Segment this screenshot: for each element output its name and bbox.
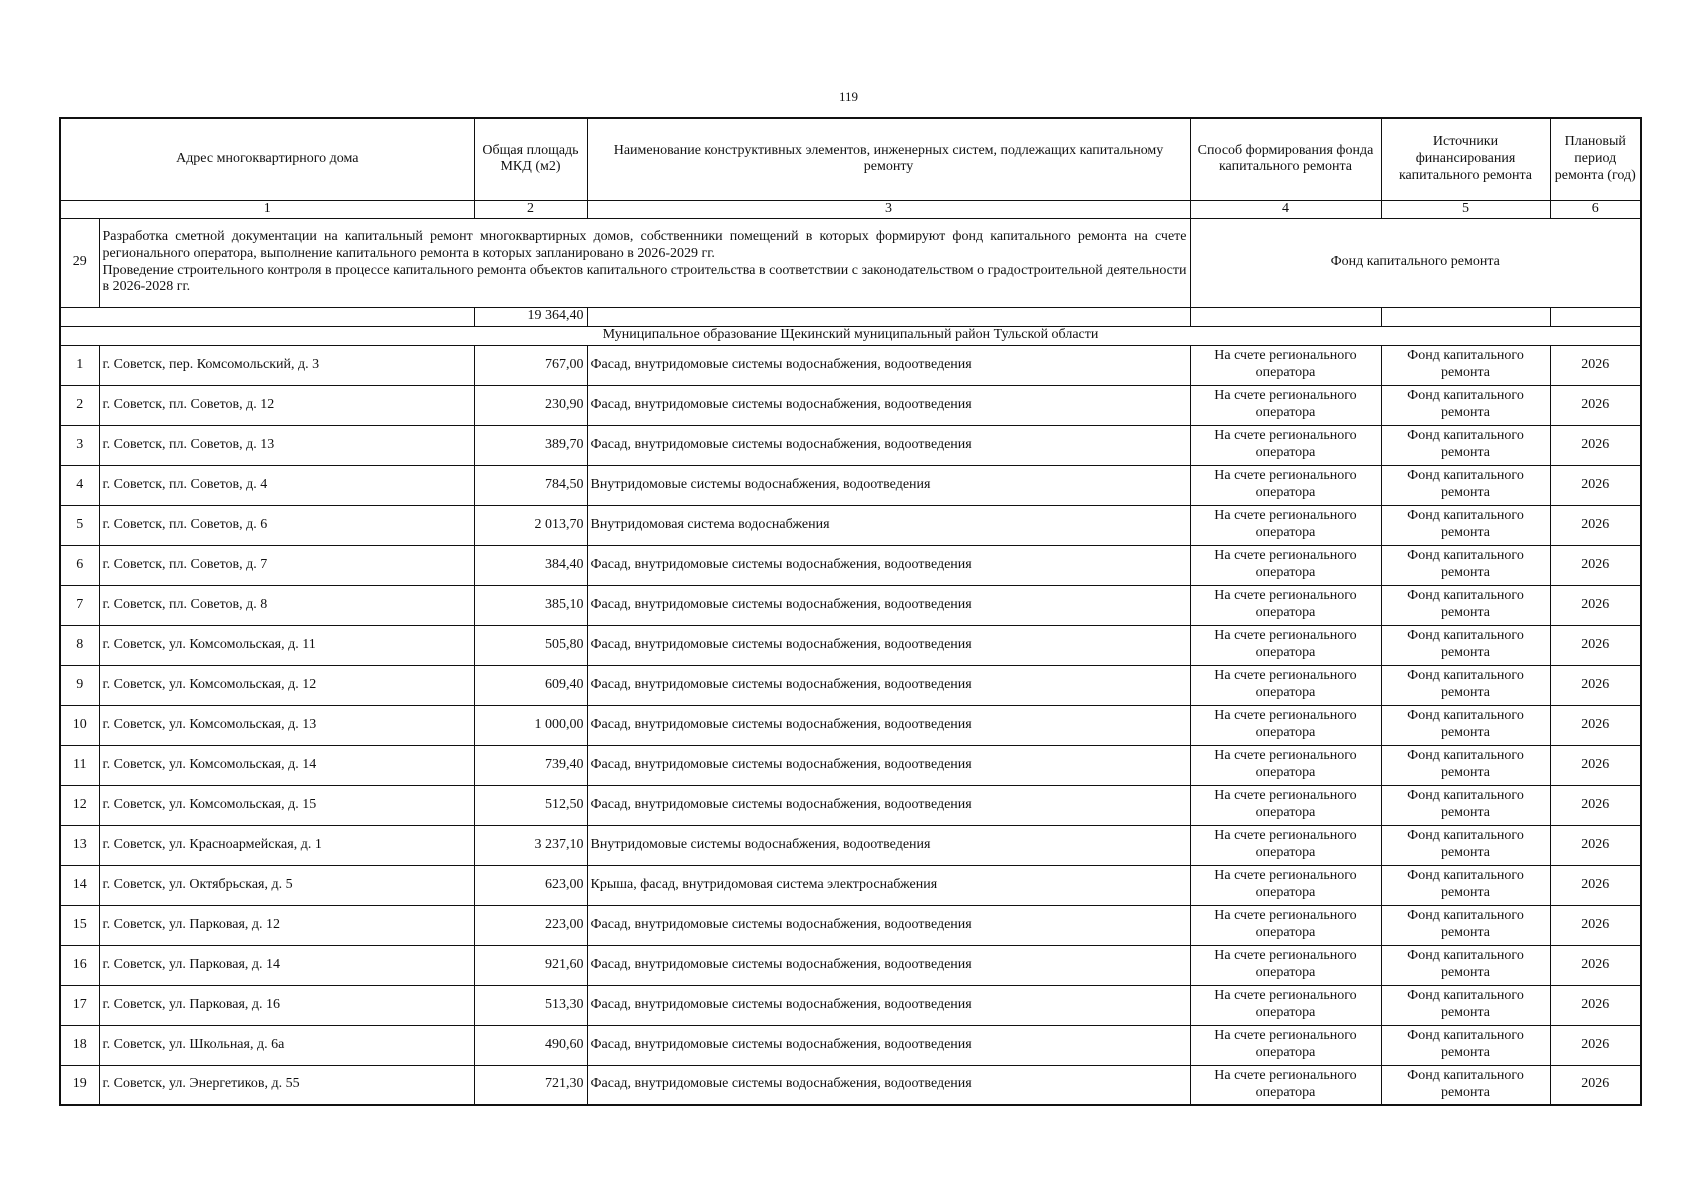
row-source: Фонд капитального ремонта	[1381, 785, 1550, 825]
row-source: Фонд капитального ремонта	[1381, 745, 1550, 785]
row-year: 2026	[1550, 585, 1641, 625]
row-year: 2026	[1550, 625, 1641, 665]
row-number: 17	[60, 985, 99, 1025]
row-address: г. Советск, ул. Парковая, д. 14	[99, 945, 474, 985]
row-method: На счете регионального оператора	[1190, 705, 1381, 745]
column-number: 5	[1381, 200, 1550, 218]
row-elements: Фасад, внутридомовые системы водоснабжения, водоотведения	[587, 585, 1190, 625]
table-row	[60, 345, 1641, 385]
row-method: На счете регионального оператора	[1190, 345, 1381, 385]
header-elements: Наименование конструктивных элементов, инженерных систем, подлежащих капитальному ремонту	[587, 118, 1190, 200]
row-area: 389,70	[474, 425, 587, 465]
row-area: 623,00	[474, 865, 587, 905]
row-address: г. Советск, ул. Комсомольская, д. 13	[99, 705, 474, 745]
row-year: 2026	[1550, 985, 1641, 1025]
row-address: г. Советск, пл. Советов, д. 8	[99, 585, 474, 625]
section-source: Фонд капитального ремонта	[1190, 218, 1641, 307]
section-number: 29	[60, 218, 99, 307]
row-source: Фонд капитального ремонта	[1381, 385, 1550, 425]
row-year: 2026	[1550, 1025, 1641, 1065]
table-row	[60, 905, 1641, 945]
row-year: 2026	[1550, 825, 1641, 865]
table-row	[60, 1065, 1641, 1105]
page-number: 119	[838, 89, 859, 104]
row-elements: Фасад, внутридомовые системы водоснабжения, водоотведения	[587, 545, 1190, 585]
row-elements: Фасад, внутридомовые системы водоснабжения, водоотведения	[587, 945, 1190, 985]
row-elements: Фасад, внутридомовые системы водоснабжения, водоотведения	[587, 665, 1190, 705]
table-row	[60, 825, 1641, 865]
row-year: 2026	[1550, 785, 1641, 825]
row-number: 5	[60, 505, 99, 545]
header-method: Способ формирования фонда капитального ремонта	[1190, 118, 1381, 200]
row-address: г. Советск, ул. Школьная, д. 6а	[99, 1025, 474, 1065]
row-address: г. Советск, пл. Советов, д. 13	[99, 425, 474, 465]
row-method: На счете регионального оператора	[1190, 385, 1381, 425]
row-number: 14	[60, 865, 99, 905]
row-elements: Фасад, внутридомовые системы водоснабжения, водоотведения	[587, 1065, 1190, 1105]
row-elements: Внутридомовая система водоснабжения	[587, 505, 1190, 545]
row-year: 2026	[1550, 745, 1641, 785]
row-source: Фонд капитального ремонта	[1381, 545, 1550, 585]
table-row	[60, 545, 1641, 585]
row-address: г. Советск, ул. Октябрьская, д. 5	[99, 865, 474, 905]
row-number: 19	[60, 1065, 99, 1105]
row-address: г. Советск, ул. Красноармейская, д. 1	[99, 825, 474, 865]
row-source: Фонд капитального ремонта	[1381, 425, 1550, 465]
row-elements: Внутридомовые системы водоснабжения, водоотведения	[587, 825, 1190, 865]
row-area: 512,50	[474, 785, 587, 825]
row-year: 2026	[1550, 705, 1641, 745]
row-address: г. Советск, пер. Комсомольский, д. 3	[99, 345, 474, 385]
row-address: г. Советск, ул. Парковая, д. 12	[99, 905, 474, 945]
row-number: 2	[60, 385, 99, 425]
row-source: Фонд капитального ремонта	[1381, 1065, 1550, 1105]
row-address: г. Советск, ул. Комсомольская, д. 11	[99, 625, 474, 665]
column-number: 6	[1550, 200, 1641, 218]
row-elements: Фасад, внутридомовые системы водоснабжения, водоотведения	[587, 625, 1190, 665]
total-row	[60, 307, 1641, 326]
row-method: На счете регионального оператора	[1190, 505, 1381, 545]
column-number-row	[60, 200, 1641, 218]
row-area: 767,00	[474, 345, 587, 385]
row-address: г. Советск, ул. Парковая, д. 16	[99, 985, 474, 1025]
row-source: Фонд капитального ремонта	[1381, 945, 1550, 985]
row-method: На счете регионального оператора	[1190, 865, 1381, 905]
row-year: 2026	[1550, 1065, 1641, 1105]
row-year: 2026	[1550, 865, 1641, 905]
row-address: г. Советск, пл. Советов, д. 6	[99, 505, 474, 545]
row-elements: Фасад, внутридомовые системы водоснабжения, водоотведения	[587, 785, 1190, 825]
row-source: Фонд капитального ремонта	[1381, 825, 1550, 865]
table-row	[60, 625, 1641, 665]
row-source: Фонд капитального ремонта	[1381, 345, 1550, 385]
row-area: 385,10	[474, 585, 587, 625]
row-method: На счете регионального оператора	[1190, 825, 1381, 865]
row-method: На счете регионального оператора	[1190, 465, 1381, 505]
row-number: 16	[60, 945, 99, 985]
row-source: Фонд капитального ремонта	[1381, 865, 1550, 905]
header-sources: Источники финансирования капитального ремонта	[1381, 118, 1550, 200]
row-elements: Крыша, фасад, внутридомовая система электроснабжения	[587, 865, 1190, 905]
row-year: 2026	[1550, 425, 1641, 465]
row-source: Фонд капитального ремонта	[1381, 905, 1550, 945]
row-elements: Фасад, внутридомовые системы водоснабжения, водоотведения	[587, 705, 1190, 745]
row-elements: Фасад, внутридомовые системы водоснабжения, водоотведения	[587, 345, 1190, 385]
table-row	[60, 505, 1641, 545]
row-number: 8	[60, 625, 99, 665]
row-elements: Фасад, внутридомовые системы водоснабжения, водоотведения	[587, 1025, 1190, 1065]
row-area: 230,90	[474, 385, 587, 425]
row-elements: Фасад, внутридомовые системы водоснабжения, водоотведения	[587, 745, 1190, 785]
row-area: 505,80	[474, 625, 587, 665]
row-area: 609,40	[474, 665, 587, 705]
row-area: 513,30	[474, 985, 587, 1025]
row-address: г. Советск, пл. Советов, д. 12	[99, 385, 474, 425]
row-area: 3 237,10	[474, 825, 587, 865]
row-method: На счете регионального оператора	[1190, 985, 1381, 1025]
table-row	[60, 385, 1641, 425]
header-address: Адрес многоквартирного дома	[60, 118, 474, 200]
row-area: 490,60	[474, 1025, 587, 1065]
row-year: 2026	[1550, 505, 1641, 545]
row-year: 2026	[1550, 665, 1641, 705]
region-title: Муниципальное образование Щекинский муниципальный район Тульской области	[60, 326, 1641, 345]
section-text-1: Разработка сметной документации на капитальный ремонт многоквартирных домов, собственники помещений в которых формируют фонд капитального ремонта на счете регионального оператора, выполнение капитального ремонта в которых запланировано в 2026-2029 гг.	[102, 229, 1187, 261]
row-address: г. Советск, пл. Советов, д. 4	[99, 465, 474, 505]
table-row	[60, 785, 1641, 825]
row-method: На счете регионального оператора	[1190, 545, 1381, 585]
row-source: Фонд капитального ремонта	[1381, 465, 1550, 505]
row-method: На счете регионального оператора	[1190, 945, 1381, 985]
row-method: На счете регионального оператора	[1190, 1065, 1381, 1105]
row-address: г. Советск, ул. Комсомольская, д. 15	[99, 785, 474, 825]
column-number: 4	[1190, 200, 1381, 218]
row-area: 2 013,70	[474, 505, 587, 545]
row-area: 223,00	[474, 905, 587, 945]
row-address: г. Советск, ул. Энергетиков, д. 55	[99, 1065, 474, 1105]
row-source: Фонд капитального ремонта	[1381, 665, 1550, 705]
row-elements: Фасад, внутридомовые системы водоснабжения, водоотведения	[587, 905, 1190, 945]
section-text-2: Проведение строительного контроля в процессе капитального ремонта объектов капитального строительства в соответствии с законодательством о градостроительной деятельности в 2026-2028 гг.	[102, 262, 1187, 295]
table-row	[60, 465, 1641, 505]
header-area: Общая площадь МКД (м2)	[474, 118, 587, 200]
row-address: г. Советск, пл. Советов, д. 7	[99, 545, 474, 585]
row-method: На счете регионального оператора	[1190, 665, 1381, 705]
table-row	[60, 1025, 1641, 1065]
row-method: На счете регионального оператора	[1190, 625, 1381, 665]
row-area: 384,40	[474, 545, 587, 585]
row-source: Фонд капитального ремонта	[1381, 585, 1550, 625]
table-row	[60, 985, 1641, 1025]
row-elements: Фасад, внутридомовые системы водоснабжения, водоотведения	[587, 425, 1190, 465]
row-number: 13	[60, 825, 99, 865]
row-source: Фонд капитального ремонта	[1381, 705, 1550, 745]
column-number: 1	[60, 200, 474, 218]
row-elements: Фасад, внутридомовые системы водоснабжения, водоотведения	[587, 385, 1190, 425]
row-number: 18	[60, 1025, 99, 1065]
total-area: 19 364,40	[474, 307, 587, 326]
table-row	[60, 425, 1641, 465]
row-number: 9	[60, 665, 99, 705]
row-number: 7	[60, 585, 99, 625]
data-rows	[60, 345, 1641, 1105]
row-address: г. Советск, ул. Комсомольская, д. 12	[99, 665, 474, 705]
row-area: 921,60	[474, 945, 587, 985]
row-number: 3	[60, 425, 99, 465]
row-year: 2026	[1550, 465, 1641, 505]
header-period: Плановый период ремонта (год)	[1550, 118, 1641, 200]
row-year: 2026	[1550, 945, 1641, 985]
row-number: 11	[60, 745, 99, 785]
row-year: 2026	[1550, 345, 1641, 385]
table-row	[60, 705, 1641, 745]
row-area: 1 000,00	[474, 705, 587, 745]
row-area: 721,30	[474, 1065, 587, 1105]
row-number: 6	[60, 545, 99, 585]
table-header-row	[60, 118, 1641, 200]
row-area: 739,40	[474, 745, 587, 785]
repair-table	[59, 117, 1642, 1106]
row-source: Фонд капитального ремонта	[1381, 985, 1550, 1025]
table-row	[60, 745, 1641, 785]
row-elements: Фасад, внутридомовые системы водоснабжения, водоотведения	[587, 985, 1190, 1025]
row-elements: Внутридомовые системы водоснабжения, водоотведения	[587, 465, 1190, 505]
row-number: 1	[60, 345, 99, 385]
row-year: 2026	[1550, 385, 1641, 425]
table-row	[60, 585, 1641, 625]
row-number: 15	[60, 905, 99, 945]
table-row	[60, 945, 1641, 985]
row-number: 10	[60, 705, 99, 745]
row-source: Фонд капитального ремонта	[1381, 1025, 1550, 1065]
row-number: 4	[60, 465, 99, 505]
row-source: Фонд капитального ремонта	[1381, 625, 1550, 665]
row-method: На счете регионального оператора	[1190, 745, 1381, 785]
table-row	[60, 665, 1641, 705]
section-description	[99, 218, 1190, 307]
row-method: На счете регионального оператора	[1190, 585, 1381, 625]
section-row	[60, 218, 1641, 307]
row-method: На счете регионального оператора	[1190, 1025, 1381, 1065]
row-source: Фонд капитального ремонта	[1381, 505, 1550, 545]
column-number: 3	[587, 200, 1190, 218]
row-address: г. Советск, ул. Комсомольская, д. 14	[99, 745, 474, 785]
row-method: На счете регионального оператора	[1190, 785, 1381, 825]
column-number: 2	[474, 200, 587, 218]
row-method: На счете регионального оператора	[1190, 425, 1381, 465]
table-row	[60, 865, 1641, 905]
row-area: 784,50	[474, 465, 587, 505]
region-row	[60, 326, 1641, 345]
row-method: На счете регионального оператора	[1190, 905, 1381, 945]
row-number: 12	[60, 785, 99, 825]
row-year: 2026	[1550, 905, 1641, 945]
row-year: 2026	[1550, 545, 1641, 585]
